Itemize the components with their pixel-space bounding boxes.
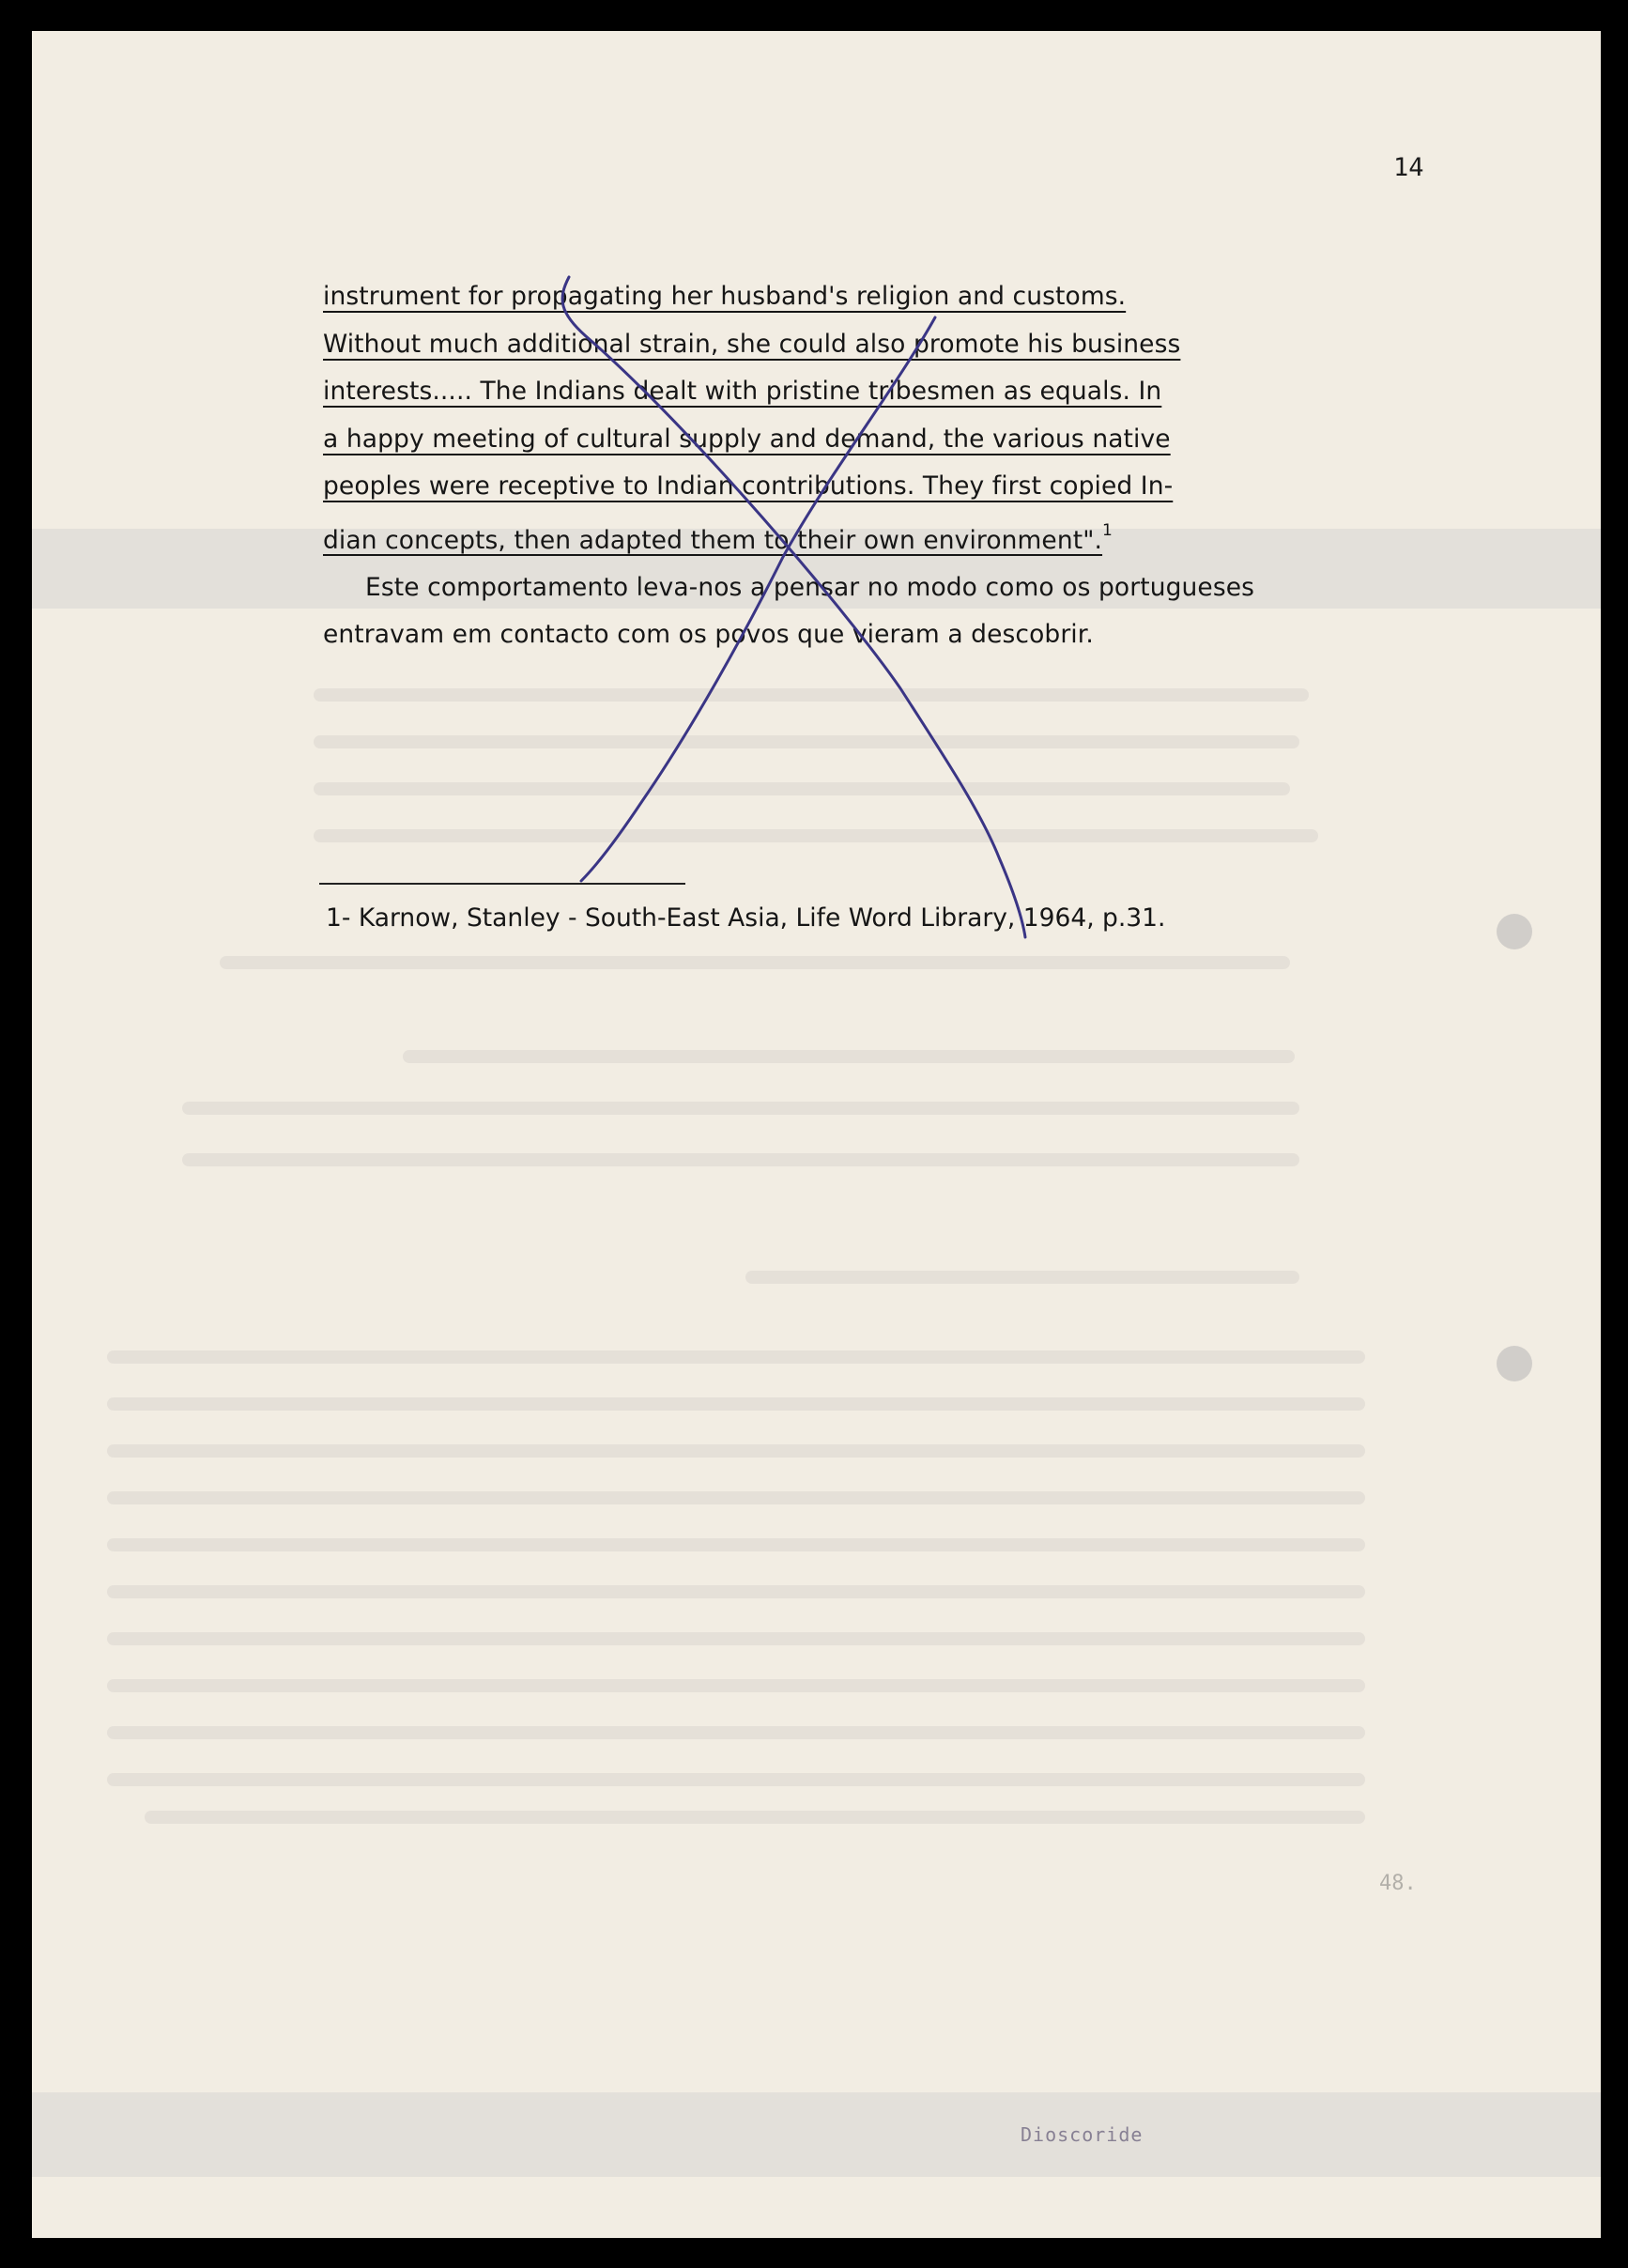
bleed-through-line (314, 829, 1318, 842)
footnote: 1- Karnow, Stanley - South-East Asia, Life Word Library, 1964, p.31. (326, 903, 1166, 933)
quote-line: dian concepts, then adapted them to their own environment". (323, 525, 1103, 555)
footnote-reference: 1 (1102, 520, 1113, 540)
bleed-through-line (145, 1811, 1365, 1824)
quote-last-line (323, 511, 1497, 564)
bleed-through-line (220, 956, 1290, 969)
quote-line: interests..... The Indians dealt with pristine tribesmen as equals. In (323, 377, 1162, 406)
bleed-through-line (107, 1397, 1365, 1411)
bleed-through-line (107, 1726, 1365, 1739)
quote-line: peoples were receptive to Indian contributions. They first copied In- (323, 471, 1174, 501)
bleed-through-line (107, 1491, 1365, 1504)
bleed-through-line (107, 1585, 1365, 1598)
bleed-through-line (314, 735, 1299, 748)
document-page (32, 31, 1601, 2238)
faded-page-number: 48. (1379, 1872, 1417, 1895)
punch-hole (1497, 1346, 1532, 1381)
body-text (323, 273, 1497, 659)
paragraph-line: entravam em contacto com os povos que vieram a descobrir. (323, 620, 1094, 650)
bleed-through-line (107, 1679, 1365, 1692)
footnote-rule (319, 883, 685, 885)
quote-line: instrument for propagating her husband's religion and customs. (323, 282, 1127, 311)
quote-line: Without much additional strain, she could also promote his business (323, 329, 1181, 359)
bleed-through-line (182, 1153, 1299, 1166)
bleed-through-band (32, 2092, 1601, 2177)
bleed-through-line (314, 782, 1290, 795)
paragraph-line: Este comportamento leva-nos a pensar no modo como os portugueses (365, 572, 1255, 602)
bleed-through-line (107, 1632, 1365, 1645)
bleed-through-line (314, 688, 1309, 702)
punch-hole (1497, 914, 1532, 949)
quote-line: a happy meeting of cultural supply and demand, the various native (323, 424, 1171, 454)
bleed-through-line (107, 1773, 1365, 1786)
bleed-through-line (403, 1050, 1295, 1063)
stamp: Dioscoride (1021, 2123, 1144, 2146)
bleed-through-line (107, 1444, 1365, 1458)
page-number: 14 (1393, 153, 1424, 182)
bleed-through-line (107, 1538, 1365, 1551)
bleed-through-line (182, 1102, 1299, 1115)
bleed-through-line (107, 1350, 1365, 1364)
bleed-through-line (745, 1271, 1299, 1284)
